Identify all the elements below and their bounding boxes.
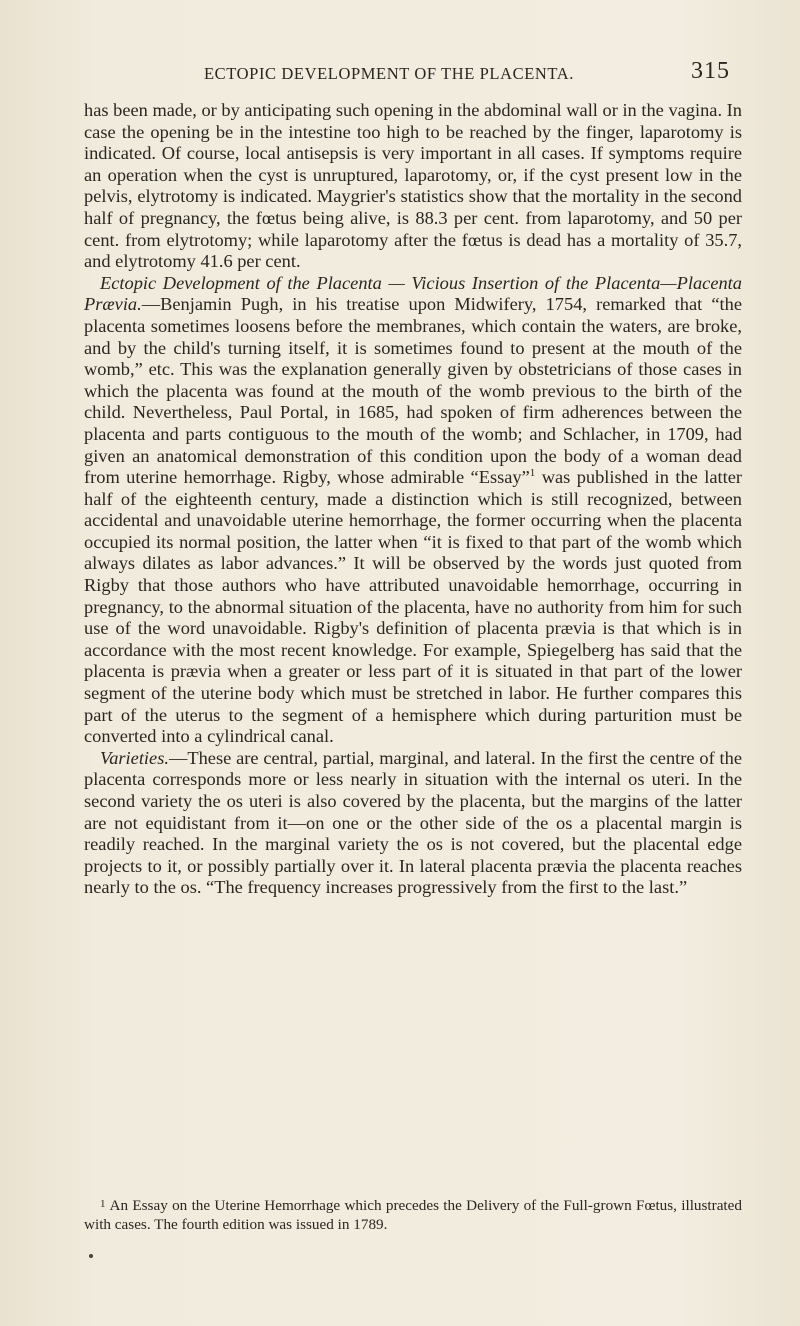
section-title-varieties: Varieties. xyxy=(100,747,169,768)
section-title-placenta-praevia: Ectopic Development of the Placenta — Vicious Insertion of the Placenta—Placenta Prævia. xyxy=(84,272,742,315)
footnote-mark: 1 xyxy=(100,1198,106,1210)
footnote-reference: 1 xyxy=(529,466,536,479)
paper-speck xyxy=(89,1254,93,1258)
body-text xyxy=(84,100,742,899)
running-head: ECTOPIC DEVELOPMENT OF THE PLACENTA. xyxy=(204,64,575,83)
paragraph-2-text-b: was published in the latter half of the eighteenth century, made a distinction which is still recognized, between accidental and unavoidable uterine hemorrhage, the former occurring when the placenta occupied its normal position, the latter when “it is fixed to that part of the womb which always dilates as labor advances.” It will be observed by the words just quoted from Rigby that those authors who have attributed unavoidable hemorrhage, occurring in pregnancy, to the abnormal situation of the placenta, have no authority from him for such use of the word unavoidable. Rigby's definition of placenta prævia is that which is in accordance with the most recent knowledge. For example, Spiegelberg has said that the placenta is prævia when a greater or less part of it is situated in that part of the lower segment of the uterine body which must be stretched in labor. He further compares this part of the uterus to the segment of a hemisphere which during parturition must be converted into a cylindrical canal. xyxy=(84,467,742,747)
paragraph-2 xyxy=(84,273,742,748)
footnote xyxy=(84,1195,742,1234)
paragraph-1: has been made, or by anticipating such opening in the abdominal wall or in the vagina. In case the opening be in the intestine too high to be reached by the finger, laparotomy is indicated. Of course, local antisepsis is very important in all cases. If symptoms require an operation when the cyst is unruptured, laparotomy, or, if the cyst present low in the pelvis, elytrotomy is indicated. Maygrier's statistics show that the mortality in the second half of pregnancy, the fœtus being alive, is 88.3 per cent. from laparotomy, and 50 per cent. from elytrotomy; while laparotomy after the fœtus is dead has a mortality of 35.7, and elytrotomy 41.6 per cent. xyxy=(84,100,742,272)
paragraph-3-text: —These are central, partial, marginal, and lateral. In the first the centre of the placenta corresponds more or less nearly in situation with the internal os uteri. In the second variety the os uteri is also covered by the placenta, but the margins of the latter are not equidistant from it—on one or the other side of the os a placental margin is readily reached. In the marginal variety the os is not covered, but the placental edge projects to it, or possibly partially over it. In lateral placenta prævia the placenta reaches nearly to the os. “The frequency increases progressively from the first to the last.” xyxy=(84,747,742,898)
footnote-text: An Essay on the Uterine Hemorrhage which precedes the Delivery of the Full-grown Fœtus, illustrated with cases. The fourth edition was issued in 1789. xyxy=(84,1197,742,1233)
paragraph-3 xyxy=(84,748,742,899)
paragraph-2-text-a: —Benjamin Pugh, in his treatise upon Midwifery, 1754, remarked that “the placenta sometimes loosens before the membranes, which contain the waters, are broke, and by the child's turning itself, it is sometimes found to present at the mouth of the womb,” etc. This was the explanation generally given by obstetricians of those cases in which the placenta was found at the mouth of the womb previous to the birth of the child. Nevertheless, Paul Portal, in 1685, had spoken of firm adherences between the placenta and parts contiguous to the mouth of the womb; and Schlacher, in 1709, had given an anatomical demonstration of this condition upon the body of a woman dead from uterine hemorrhage. Rigby, whose admirable “Essay” xyxy=(84,294,742,488)
page-header xyxy=(84,58,740,98)
page-number: 315 xyxy=(691,58,730,84)
